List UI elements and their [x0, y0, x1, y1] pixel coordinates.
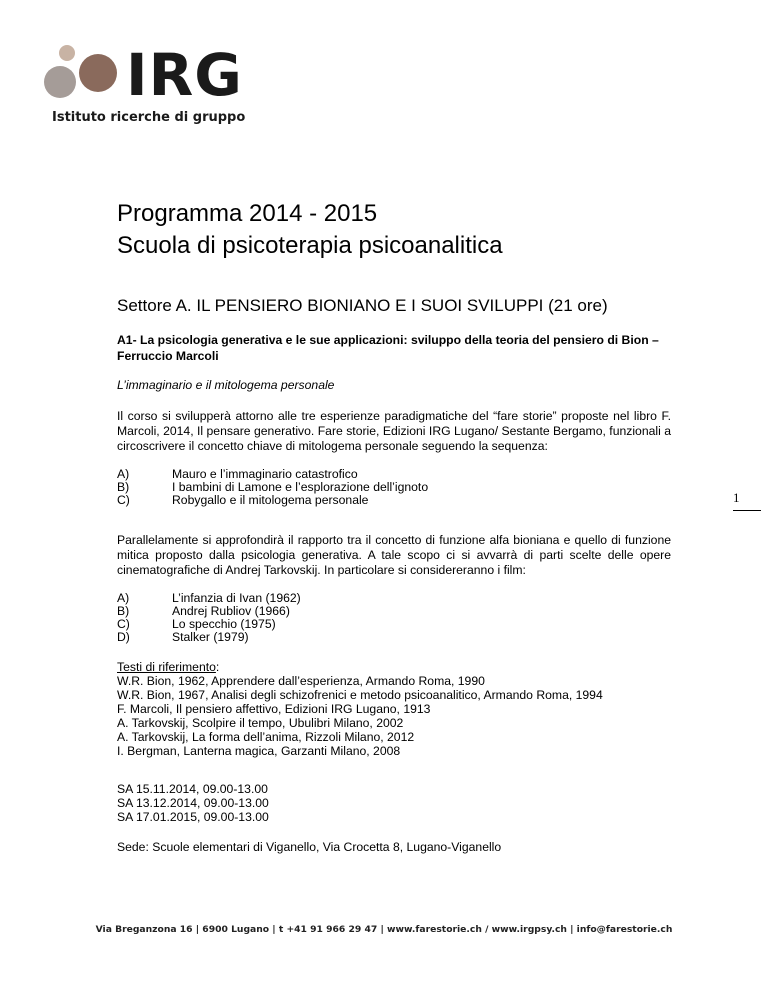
reference-item: A. Tarkovskij, Scolpire il tempo, Ubulibri Milano, 2002: [117, 716, 404, 730]
reference-item: F. Marcoli, Il pensiero affettivo, Edizioni IRG Lugano, 1913: [117, 702, 431, 716]
logo-subtitle: Istituto ricerche di gruppo: [52, 110, 246, 125]
list-item: C) Lo specchio (1975): [117, 617, 276, 631]
reference-item: W.R. Bion, 1962, Apprendere dall’esperienza, Armando Roma, 1990: [117, 674, 485, 688]
venue: Sede: Scuole elementari di Viganello, Via Crocetta 8, Lugano-Viganello: [117, 840, 502, 854]
page-title: [117, 198, 671, 262]
page-number: 1: [733, 490, 761, 511]
film-list: [117, 592, 671, 644]
document-body: [117, 198, 671, 854]
module-heading: A1- La psicologia generativa e le sue applicazioni: sviluppo della teoria del pensiero di Bion – Ferruccio Marcoli: [117, 333, 659, 363]
reference-item: I. Bergman, Lanterna magica, Garzanti Milano, 2008: [117, 744, 401, 758]
reference-item: W.R. Bion, 1967, Analisi degli schizofrenici e metodo psicoanalitico, Armando Roma, 1994: [117, 688, 603, 702]
session-date: SA 17.01.2015, 09.00-13.00: [117, 810, 269, 824]
section-heading: Settore A. IL PENSIERO BIONIANO E I SUOI SVILUPPI (21 ore): [117, 296, 608, 315]
logo-dots-icon: [42, 40, 132, 110]
title-line-2: Scuola di psicoterapia psicoanalitica: [117, 232, 503, 259]
logo-wordmark: IRG: [126, 41, 243, 109]
story-list: [117, 468, 671, 507]
session-date: SA 15.11.2014, 09.00-13.00: [117, 782, 268, 796]
paragraph-films: Parallelamente si approfondirà il rapporto tra il concetto di funzione alfa bioniana e quello di funzione mitica proposto dalla psicologia generativa. A tale scopo ci si avvarrà di parti scelte delle opere cinematografiche di Andrej Tarkovskij. In particolare si considereranno i film:: [117, 533, 671, 577]
title-line-1: Programma 2014 - 2015: [117, 200, 378, 227]
session-dates: [117, 782, 671, 824]
session-date: SA 13.12.2014, 09.00-13.00: [117, 796, 269, 810]
paragraph-intro: Il corso si svilupperà attorno alle tre esperienze paradigmatiche del “fare storie” proposte nel libro F. Marcoli, 2014, Il pensare generativo. Fare storie, Edizioni IRG Lugano/ Sestante Bergamo, funzionali a circoscrivere il concetto chiave di mitologema personale seguendo la sequenza:: [117, 409, 671, 453]
references: Testi di riferimento: W.R. Bion, 1962, Apprendere dall’esperienza, Armando Roma, 1990 W.R. Bion, 1967, Analisi degli schizofrenici e metodo psicoanalitico, Armando Roma, 1994 F. Marcoli, Il pensiero affettivo, Edizioni IRG Lugano, 1913 A. Tarkovskij, Scolpire il tempo, Ubulibri Milano, 2002 A. Tarkovskij, La forma dell’anima, Rizzoli Milano, 2012 I. Bergman, Lanterna magica, Garzanti Milano, 2008: [117, 660, 671, 758]
module-subtitle: L’immaginario e il mitologema personale: [117, 378, 335, 392]
list-item: A) L’infanzia di Ivan (1962): [117, 591, 301, 605]
list-item: C) Robygallo e il mitologema personale: [117, 493, 369, 507]
list-item: B) I bambini di Lamone e l’esplorazione dell’ignoto: [117, 480, 429, 494]
references-heading: Testi di riferimento: [117, 660, 216, 674]
list-item: A) Mauro e l’immaginario catastrofico: [117, 467, 358, 481]
footer-contact: Via Breganzona 16 | 6900 Lugano | t +41 91 966 29 47 | www.farestorie.ch / www.irgpsy.ch | info@farestorie.ch: [95, 924, 673, 935]
list-item: B) Andrej Rubliov (1966): [117, 604, 290, 618]
irg-logo: [42, 40, 252, 130]
list-item: D) Stalker (1979): [117, 630, 249, 644]
reference-item: A. Tarkovskij, La forma dell’anima, Rizzoli Milano, 2012: [117, 730, 415, 744]
